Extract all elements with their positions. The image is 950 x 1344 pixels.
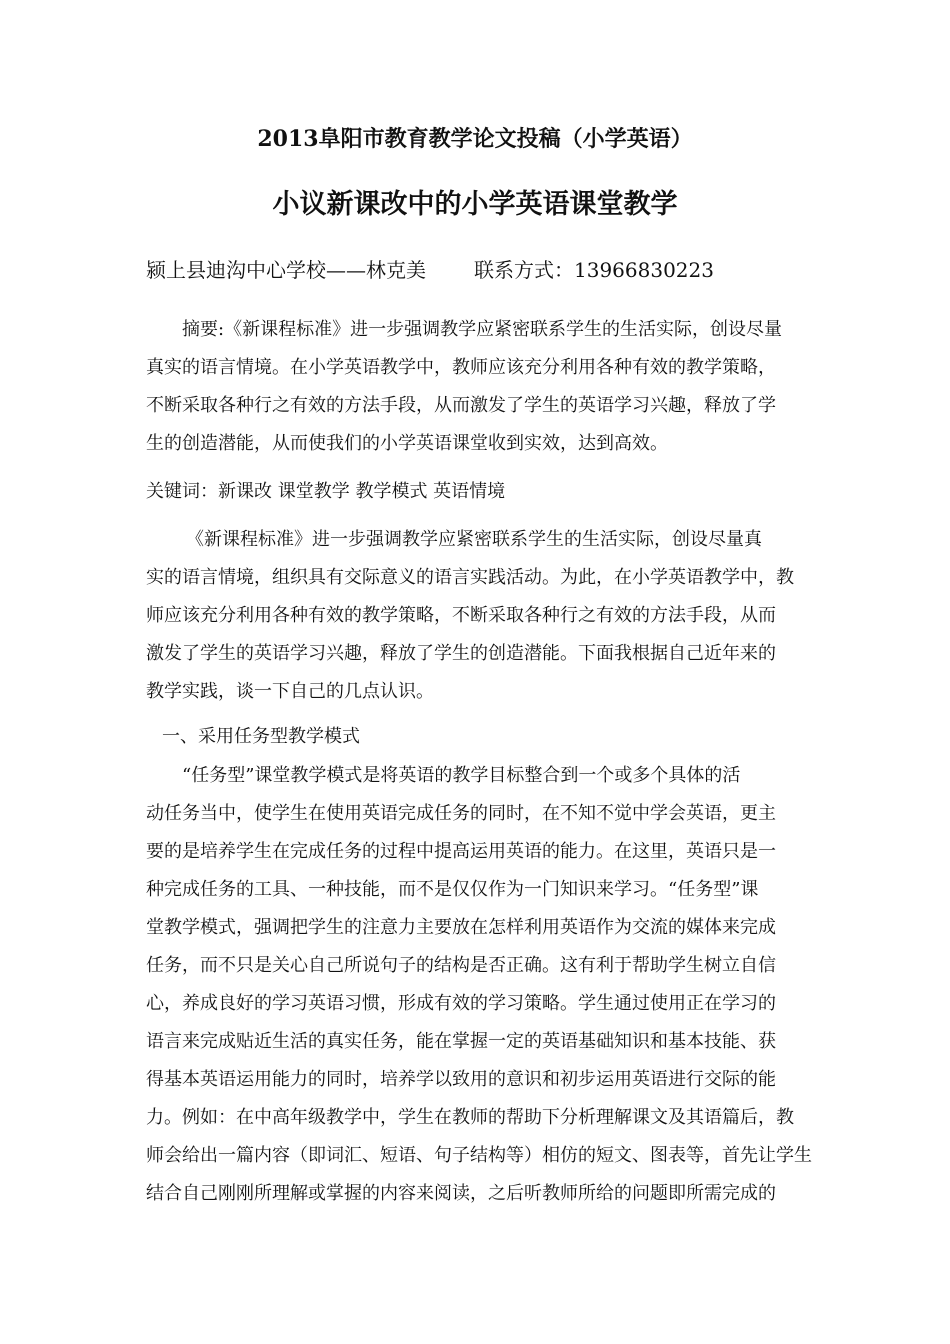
abstract-line: 生的创造潜能，从而使我们的小学英语课堂收到实效，达到高效。 xyxy=(146,433,668,454)
paper-title: 小议新课改中的小学英语课堂教学 xyxy=(272,189,678,220)
author-affiliation: 颍上县迪沟中心学校——林克美 xyxy=(146,258,426,282)
body-line: 语言来完成贴近生活的真实任务，能在掌握一定的英语基础知识和基本技能、获 xyxy=(146,1031,776,1052)
body-line: 力。例如：在中高年级教学中，学生在教师的帮助下分析理解课文及其语篇后，教 xyxy=(146,1107,794,1128)
body-line: 结合自己刚刚所理解或掌握的内容来阅读，之后听教师所给的问题即所需完成的 xyxy=(146,1183,776,1204)
abstract-line: 真实的语言情境。在小学英语教学中，教师应该充分利用各种有效的教学策略， xyxy=(146,357,776,378)
intro-line: 师应该充分利用各种有效的教学策略，不断采取各种行之有效的方法手段，从而 xyxy=(146,605,776,626)
body-line: “任务型”课堂教学模式是将英语的教学目标整合到一个或多个具体的活 xyxy=(182,765,741,786)
section-heading: 一、采用任务型教学模式 xyxy=(162,726,360,747)
body-line: 种完成任务的工具、一种技能，而不是仅仅作为一门知识来学习。“任务型”课 xyxy=(146,879,759,900)
author-line xyxy=(146,254,714,283)
paper-subtitle: 2013阜阳市教育教学论文投稿（小学英语） xyxy=(257,126,693,152)
abstract-line: 不断采取各种行之有效的方法手段，从而激发了学生的英语学习兴趣，释放了学 xyxy=(146,395,776,416)
body-line: 得基本英语运用能力的同时，培养学以致用的意识和初步运用英语进行交际的能 xyxy=(146,1069,776,1090)
body-line: 师会给出一篇内容（即词汇、短语、句子结构等）相仿的短文、图表等，首先让学生 xyxy=(146,1145,812,1166)
intro-line: 实的语言情境，组织具有交际意义的语言实践活动。为此，在小学英语教学中，教 xyxy=(146,567,794,588)
intro-line: 教学实践，谈一下自己的几点认识。 xyxy=(146,681,434,702)
body-line: 任务，而不只是关心自己所说句子的结构是否正确。这有利于帮助学生树立自信 xyxy=(146,955,776,976)
body-line: 堂教学模式，强调把学生的注意力主要放在怎样利用英语作为交流的媒体来完成 xyxy=(146,917,776,938)
author-contact: 联系方式：13966830223 xyxy=(474,258,714,282)
intro-line: 《新课程标准》进一步强调教学应紧密联系学生的生活实际，创设尽量真 xyxy=(186,529,762,550)
abstract-line: 摘要:《新课程标准》进一步强调教学应紧密联系学生的生活实际，创设尽量 xyxy=(182,319,783,340)
body-line: 动任务当中，使学生在使用英语完成任务的同时，在不知不觉中学会英语，更主 xyxy=(146,803,776,824)
body-line: 要的是培养学生在完成任务的过程中提高运用英语的能力。在这里，英语只是一 xyxy=(146,841,776,862)
keywords: 关键词：新课改 课堂教学 教学模式 英语情境 xyxy=(146,481,506,502)
intro-line: 激发了学生的英语学习兴趣，释放了学生的创造潜能。下面我根据自己近年来的 xyxy=(146,643,776,664)
body-line: 心，养成良好的学习英语习惯，形成有效的学习策略。学生通过使用正在学习的 xyxy=(146,993,776,1014)
